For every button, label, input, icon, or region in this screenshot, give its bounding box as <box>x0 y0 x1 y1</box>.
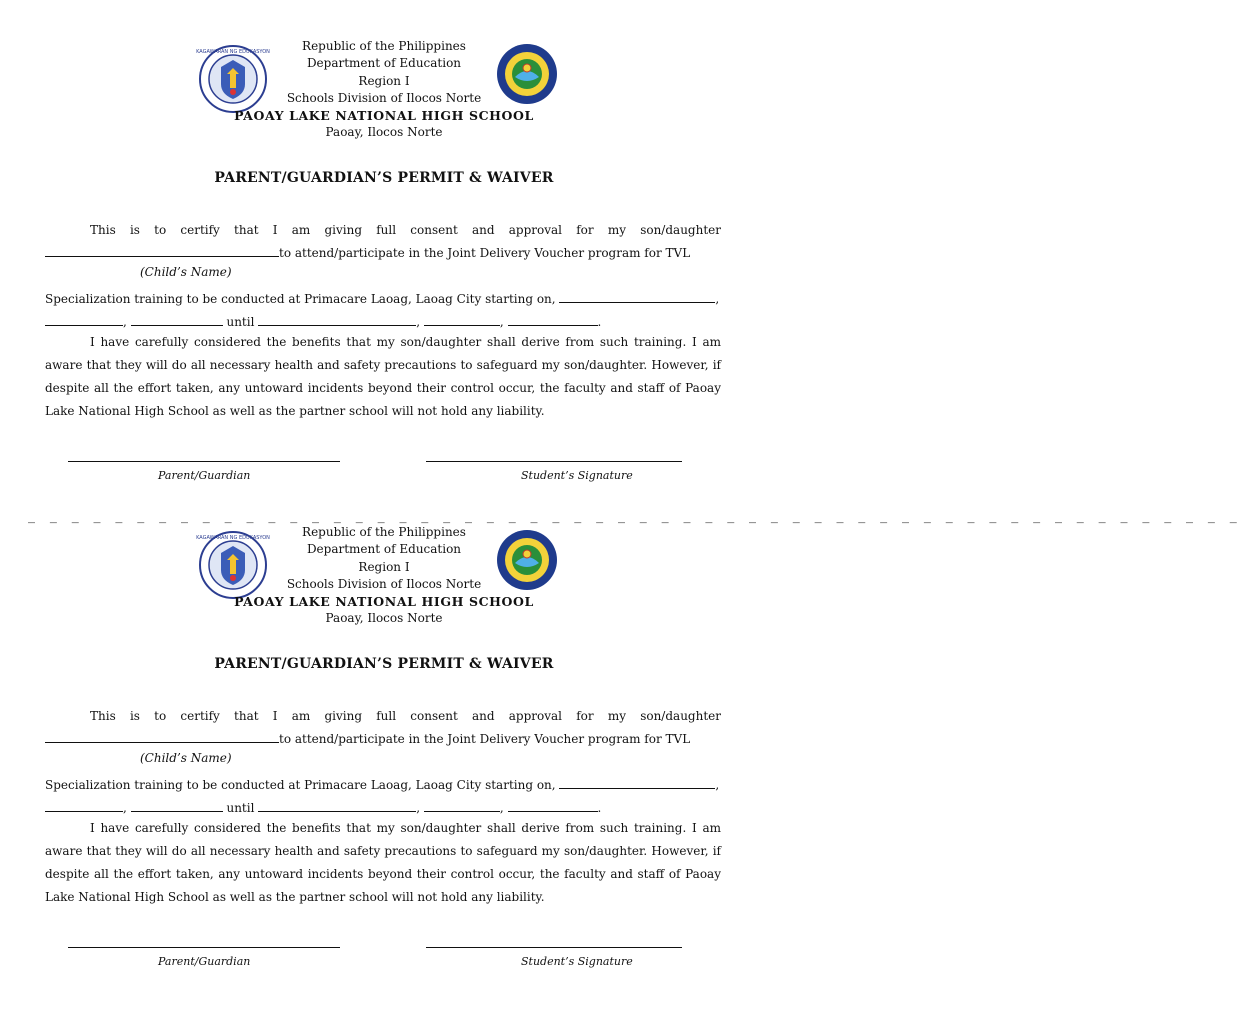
consent-line-2 <box>45 242 721 265</box>
consent-line-1: This is to certify that I am giving full consent and approval for my son/daughter <box>90 223 721 237</box>
header-department: Department of Education <box>306 542 462 557</box>
document-header <box>0 38 768 142</box>
end-date-blank[interactable] <box>258 799 416 812</box>
start-date-blank[interactable] <box>559 290 715 303</box>
child-name-label: (Child’s Name) <box>140 265 232 279</box>
header-location: Paoay, Ilocos Norte <box>325 611 443 626</box>
parent-signature-label: Parent/Guardian <box>158 469 251 482</box>
student-signature-label: Student’s Signature <box>521 955 633 968</box>
header-department: Department of Education <box>306 56 462 71</box>
header-division: Schools Division of Ilocos Norte <box>286 576 482 591</box>
parent-signature-line[interactable] <box>68 947 340 948</box>
consent-line-2-text: to attend/participate in the Joint Delivery Voucher program for TVL <box>279 732 691 746</box>
child-name-blank[interactable] <box>45 730 279 743</box>
header-division: Schools Division of Ilocos Norte <box>286 90 482 105</box>
until-label: until <box>226 801 255 815</box>
consent-line-3-text: Specialization training to be conducted at Primacare Laoag, Laoag City starting on, <box>45 292 556 306</box>
end-time-blank[interactable] <box>508 313 598 326</box>
cut-line: _ _ _ _ _ _ _ _ _ _ _ _ _ _ _ _ _ _ _ _ _ _ _ _ _ _ _ _ _ _ _ _ _ _ _ _ _ _ _ _ _ _ _ _ _ _ _ _ _ _ _ _ _ _ _ _ <box>28 508 1242 524</box>
form-title: PARENT/GUARDIAN’S PERMIT & WAIVER <box>214 656 554 672</box>
form-title: PARENT/GUARDIAN’S PERMIT & WAIVER <box>214 170 554 186</box>
consent-line-4: , until , , . <box>45 311 721 334</box>
consent-line-3-text: Specialization training to be conducted at Primacare Laoag, Laoag City starting on, <box>45 778 556 792</box>
permit-form-top <box>0 0 768 500</box>
until-label: until <box>226 315 255 329</box>
parent-signature-label: Parent/Guardian <box>158 955 251 968</box>
consent-line-2 <box>45 728 721 751</box>
consent-line-3: Specialization training to be conducted at Primacare Laoag, Laoag City starting on, , <box>45 292 720 306</box>
student-signature-line[interactable] <box>426 947 682 948</box>
end-year-blank[interactable] <box>424 799 500 812</box>
parent-signature-line[interactable] <box>68 461 340 462</box>
svg-text:KAGAWARAN NG EDUKASYON: KAGAWARAN NG EDUKASYON <box>196 535 270 541</box>
header-school-name: PAOAY LAKE NATIONAL HIGH SCHOOL <box>234 594 534 610</box>
consent-line-1: This is to certify that I am giving full consent and approval for my son/daughter <box>90 709 721 723</box>
waiver-paragraph: I have carefully considered the benefits that my son/daughter shall derive from such training. I am aware that they will do all necessary health and safety precautions to safeguard my son/daughter. However, if despite all the effort taken, any untoward incidents beyond their control occur, the faculty and staff of Paoay Lake National High School as well as the partner school will not hold any liability. <box>45 335 721 418</box>
header-region: Region I <box>358 73 410 88</box>
waiver-paragraph: I have carefully considered the benefits that my son/daughter shall derive from such training. I am aware that they will do all necessary health and safety precautions to safeguard my son/daughter. However, if despite all the effort taken, any untoward incidents beyond their control occur, the faculty and staff of Paoay Lake National High School as well as the partner school will not hold any liability. <box>45 821 721 904</box>
start-year-blank[interactable] <box>45 799 123 812</box>
header-republic: Republic of the Philippines <box>302 525 466 539</box>
consent-line-4: , until , , . <box>45 797 721 820</box>
start-time-blank[interactable] <box>131 799 223 812</box>
header-region: Region I <box>358 559 410 574</box>
start-date-blank[interactable] <box>559 776 715 789</box>
permit-form-bottom <box>0 486 1242 986</box>
header-location: Paoay, Ilocos Norte <box>325 125 443 140</box>
end-year-blank[interactable] <box>424 313 500 326</box>
student-signature-line[interactable] <box>426 461 682 462</box>
start-year-blank[interactable] <box>45 313 123 326</box>
document-header <box>0 524 768 628</box>
child-name-blank[interactable] <box>45 244 279 257</box>
end-date-blank[interactable] <box>258 313 416 326</box>
header-republic: Republic of the Philippines <box>302 39 466 53</box>
consent-line-3: Specialization training to be conducted at Primacare Laoag, Laoag City starting on, , <box>45 778 720 792</box>
student-signature-label: Student’s Signature <box>521 469 633 482</box>
child-name-label: (Child’s Name) <box>140 751 232 765</box>
svg-text:KAGAWARAN NG EDUKASYON: KAGAWARAN NG EDUKASYON <box>196 49 270 55</box>
end-time-blank[interactable] <box>508 799 598 812</box>
consent-line-2-text: to attend/participate in the Joint Delivery Voucher program for TVL <box>279 246 691 260</box>
start-time-blank[interactable] <box>131 313 223 326</box>
header-school-name: PAOAY LAKE NATIONAL HIGH SCHOOL <box>234 108 534 124</box>
